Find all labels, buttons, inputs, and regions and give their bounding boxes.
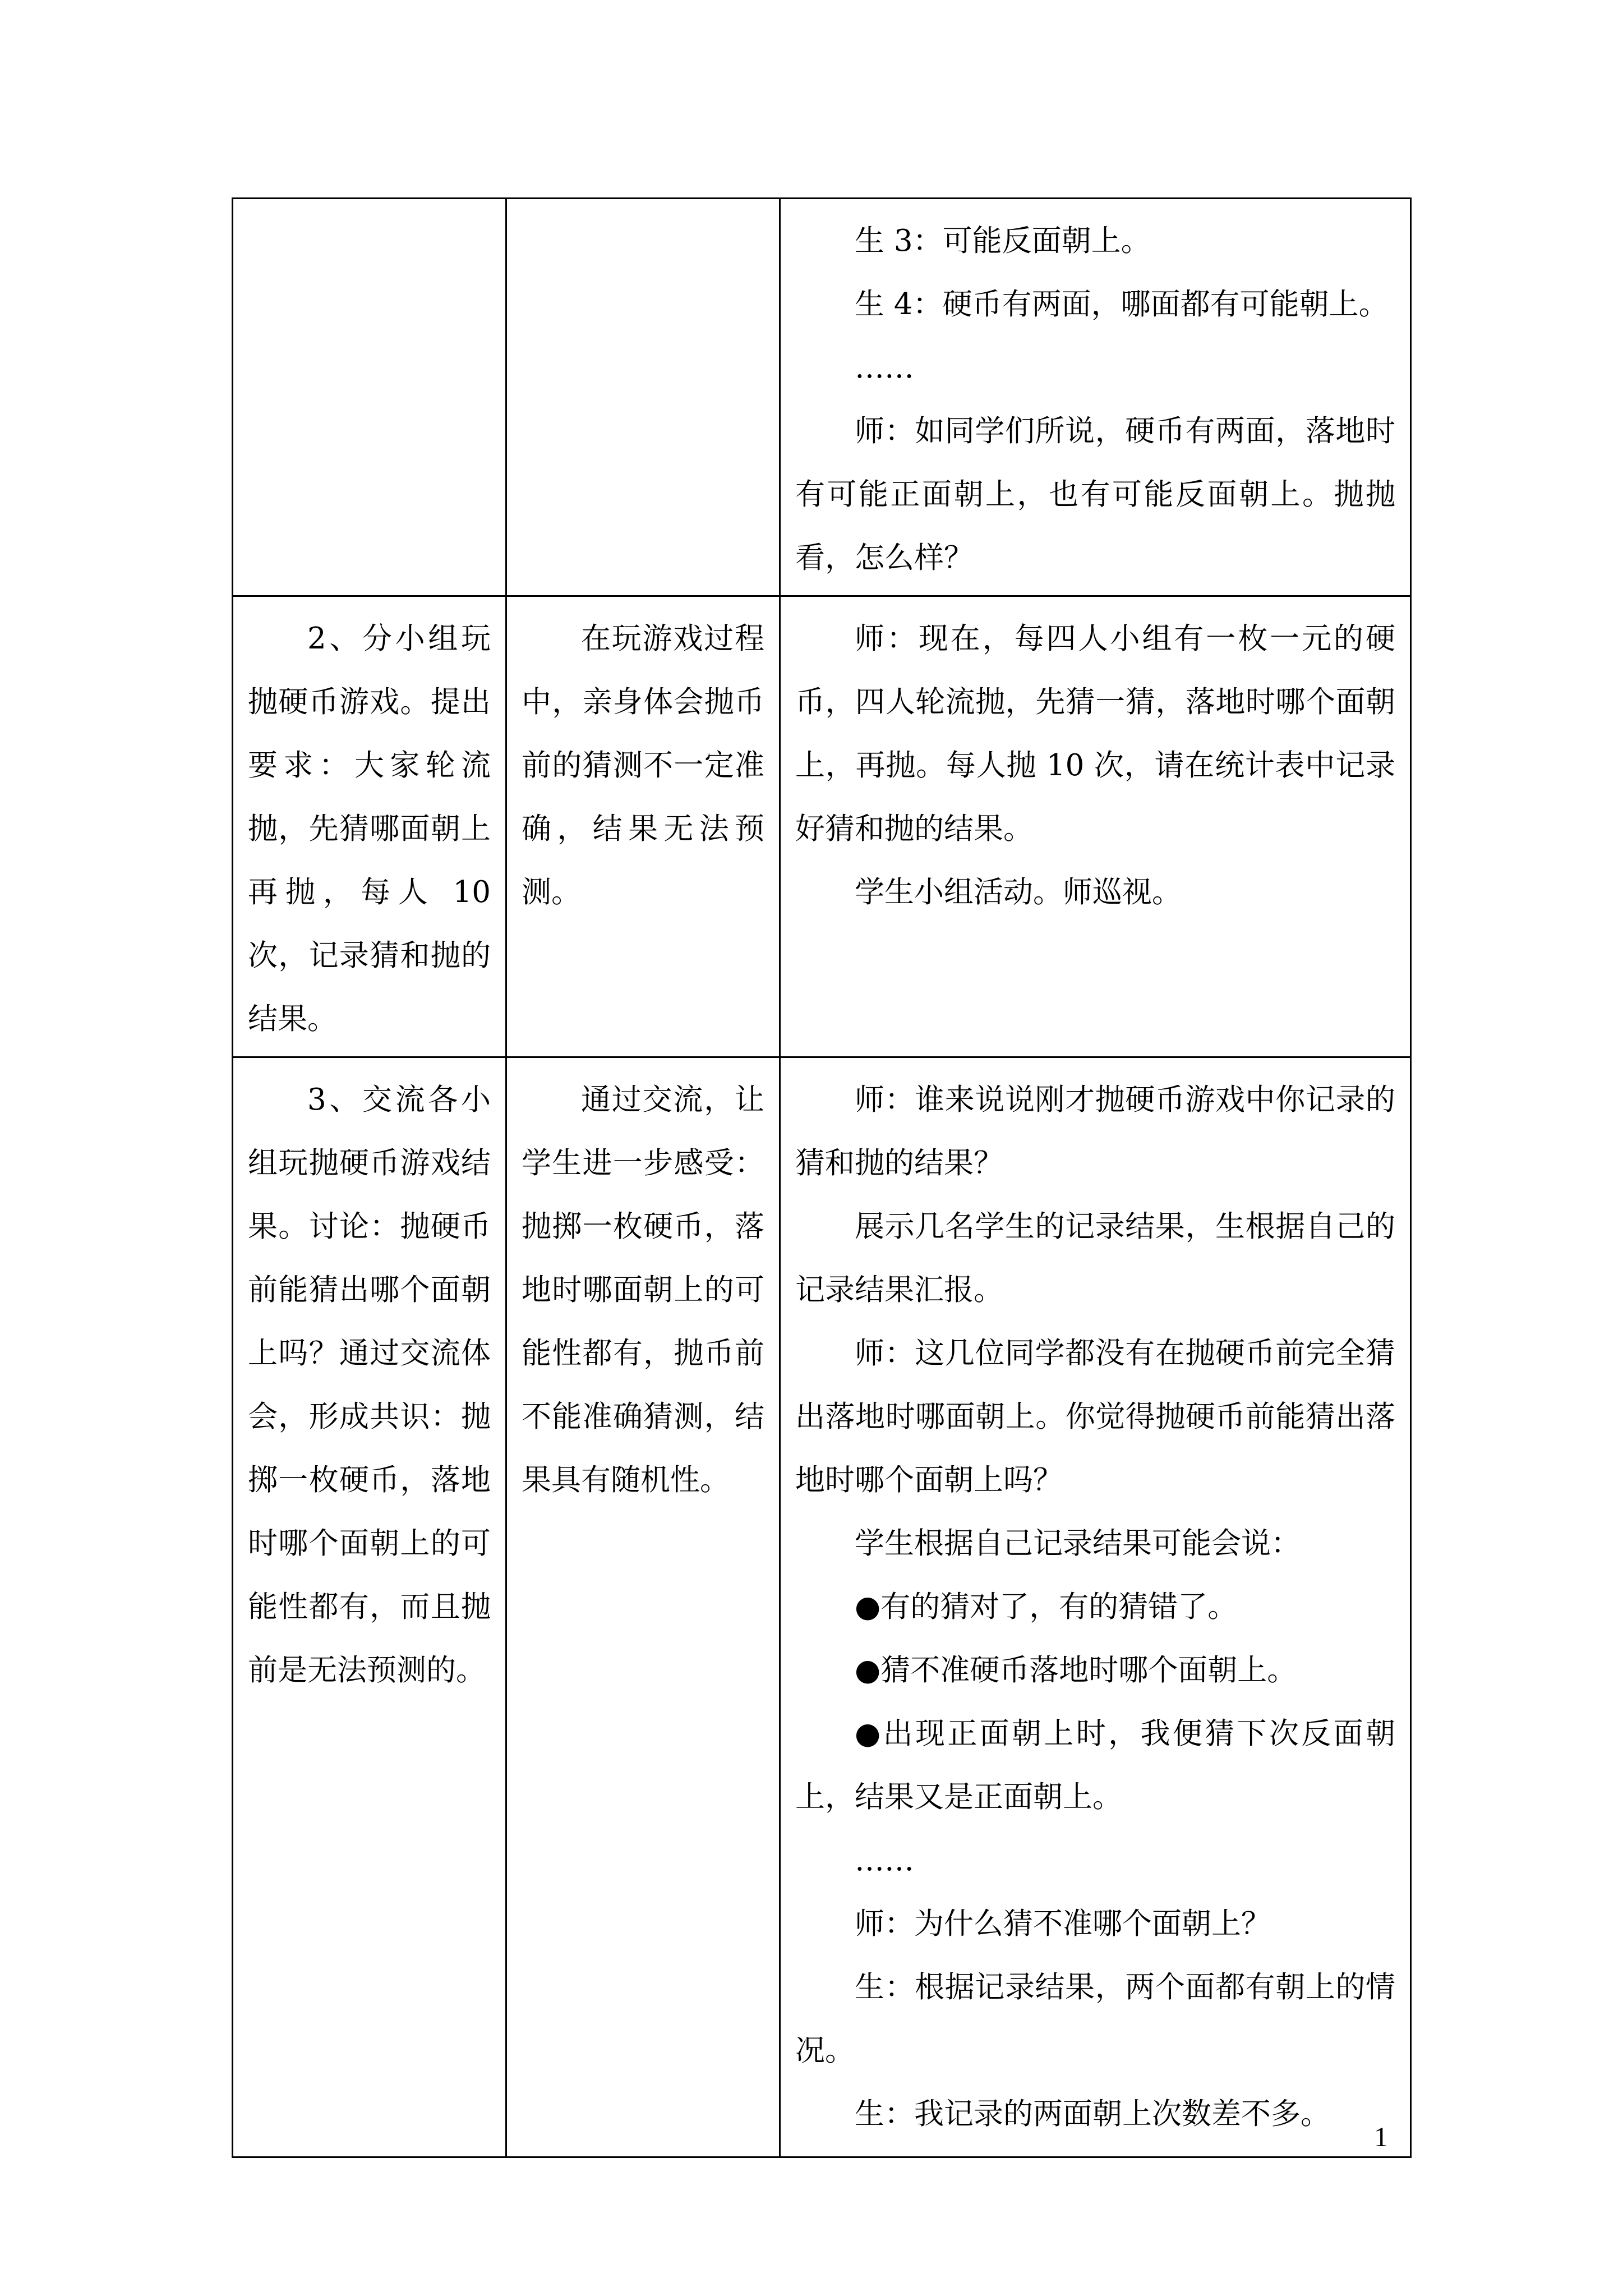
paragraph: 在玩游戏过程中，亲身体会抛币前的猜测不一定准确，结果无法预测。 (522, 622, 764, 909)
paragraph: …… (855, 1843, 914, 1878)
paragraph: 生 3：可能反面朝上。 (855, 224, 1151, 258)
paragraph: 师：谁来说说刚才抛硬币游戏中你记录的猜和抛的结果？ (795, 1083, 1395, 1180)
paragraph: 师：现在，每四人小组有一枚一元的硬币，四人轮流抛，先猜一猜，落地时哪个面朝上，再抛。每人抛 10 次，请在统计表中记录好猜和抛的结果。 (795, 622, 1395, 846)
paragraph: 生 4：硬币有两面，哪面都有可能朝上。 (855, 287, 1389, 321)
paragraph: 师：这几位同学都没有在抛硬币前完全猜出落地时哪面朝上。你觉得抛硬币前能猜出落地时哪个面朝上吗？ (795, 1336, 1395, 1497)
paragraph: 师：为什么猜不准哪个面朝上？ (855, 1907, 1271, 1941)
paragraph: 2、分小组玩抛硬币游戏。提出要求：大家轮流抛，先猜哪面朝上再抛，每人 10 次，记录猜和抛的结果。 (248, 622, 491, 1036)
lesson-plan-table (232, 197, 1412, 2158)
activity-cell (233, 596, 506, 1057)
activity-cell (233, 1057, 506, 2157)
paragraph: 学生小组活动。师巡视。 (855, 875, 1182, 909)
intent-cell (506, 199, 780, 596)
process-cell (780, 199, 1411, 596)
paragraph: 生：根据记录结果，两个面都有朝上的情况。 (795, 1970, 1395, 2068)
process-cell (780, 1057, 1411, 2157)
paragraph: …… (855, 351, 914, 385)
paragraph: 学生根据自己记录结果可能会说： (855, 1526, 1301, 1561)
paragraph: ●猜不准硬币落地时哪个面朝上。 (855, 1653, 1297, 1687)
table-row (233, 1057, 1411, 2157)
activity-cell (233, 199, 506, 596)
paragraph: ●有的猜对了，有的猜错了。 (855, 1590, 1238, 1624)
intent-cell (506, 596, 780, 1057)
paragraph: 3、交流各小组玩抛硬币游戏结果。讨论：抛硬币前能猜出哪个面朝上吗？通过交流体会，形成共识：抛掷一枚硬币，落地时哪个面朝上的可能性都有，而且抛前是无法预测的。 (248, 1083, 491, 1687)
table-row (233, 199, 1411, 596)
process-cell (780, 596, 1411, 1057)
intent-cell (506, 1057, 780, 2157)
paragraph: ●出现正面朝上时，我便猜下次反面朝上，结果又是正面朝上。 (795, 1717, 1395, 1814)
table-row (233, 596, 1411, 1057)
paragraph: 通过交流，让学生进一步感受：抛掷一枚硬币，落地时哪面朝上的可能性都有，抛币前不能准确猜测，结果具有随机性。 (522, 1083, 764, 1497)
paragraph: 师：如同学们所说，硬币有两面，落地时有可能正面朝上，也有可能反面朝上。抛抛看，怎么样？ (795, 414, 1395, 575)
page-number: 1 (1374, 2121, 1388, 2152)
paragraph: 展示几名学生的记录结果，生根据自己的记录结果汇报。 (795, 1209, 1395, 1307)
paragraph: 生：我记录的两面朝上次数差不多。 (855, 2097, 1330, 2131)
